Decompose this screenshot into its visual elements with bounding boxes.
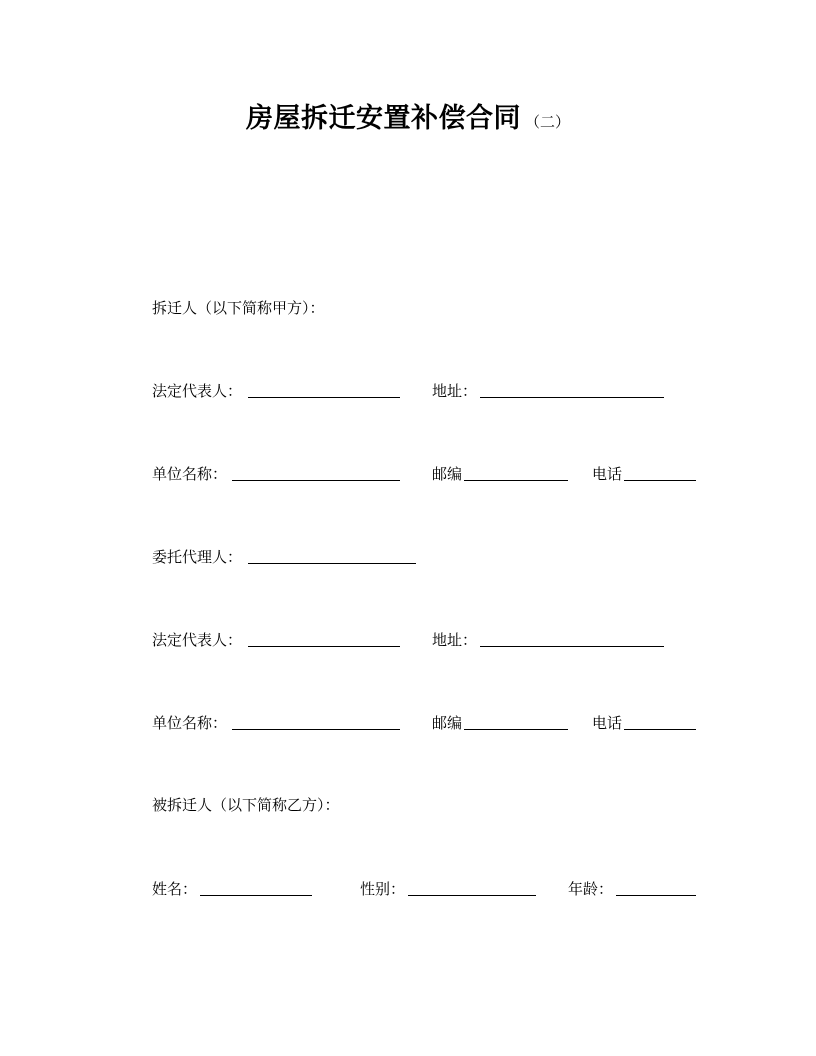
unit-name-row [152, 462, 712, 486]
address-label: 地址： [432, 382, 478, 400]
age-label: 年龄： [568, 880, 614, 898]
legal-rep-label: 法定代表人： [152, 382, 243, 400]
agent-blank[interactable] [248, 545, 416, 564]
agent-unit-name-blank[interactable] [232, 711, 400, 730]
agent-address-blank[interactable] [480, 628, 664, 647]
party-a-heading-row [152, 296, 712, 320]
party-b-heading: 被拆迁人（以下简称乙方）： [152, 796, 340, 814]
gender-label: 性别： [360, 880, 406, 898]
name-label: 姓名： [152, 880, 198, 898]
gender-blank[interactable] [408, 877, 536, 896]
phone-label: 电话 [592, 465, 623, 483]
agent-label: 委托代理人： [152, 548, 243, 566]
party-b-heading-row [152, 793, 712, 817]
agent-postcode-blank[interactable] [464, 711, 568, 730]
agent-address-label: 地址： [432, 631, 478, 649]
postcode-label: 邮编 [432, 465, 463, 483]
title-main: 房屋拆迁安置补偿合同 [245, 103, 521, 134]
address-blank[interactable] [480, 379, 664, 398]
unit-name-label: 单位名称： [152, 465, 228, 483]
agent-legal-rep-label: 法定代表人： [152, 631, 243, 649]
agent-postcode-label: 邮编 [432, 714, 463, 732]
legal-rep-row [152, 379, 712, 403]
agent-unit-name-label: 单位名称： [152, 714, 228, 732]
unit-name-blank[interactable] [232, 462, 400, 481]
agent-phone-label: 电话 [592, 714, 623, 732]
party-a-heading: 拆迁人（以下简称甲方）： [152, 299, 325, 317]
personal-info-row [152, 877, 712, 901]
document-title [0, 96, 816, 135]
agent-legal-rep-row [152, 628, 712, 652]
legal-rep-blank[interactable] [248, 379, 400, 398]
agent-legal-rep-blank[interactable] [248, 628, 400, 647]
title-subtitle: （二） [524, 113, 570, 131]
agent-phone-blank[interactable] [624, 711, 696, 730]
postcode-blank[interactable] [464, 462, 568, 481]
age-blank[interactable] [616, 877, 696, 896]
phone-blank[interactable] [624, 462, 696, 481]
agent-unit-name-row [152, 711, 712, 735]
name-blank[interactable] [200, 877, 312, 896]
agent-row [152, 545, 712, 569]
